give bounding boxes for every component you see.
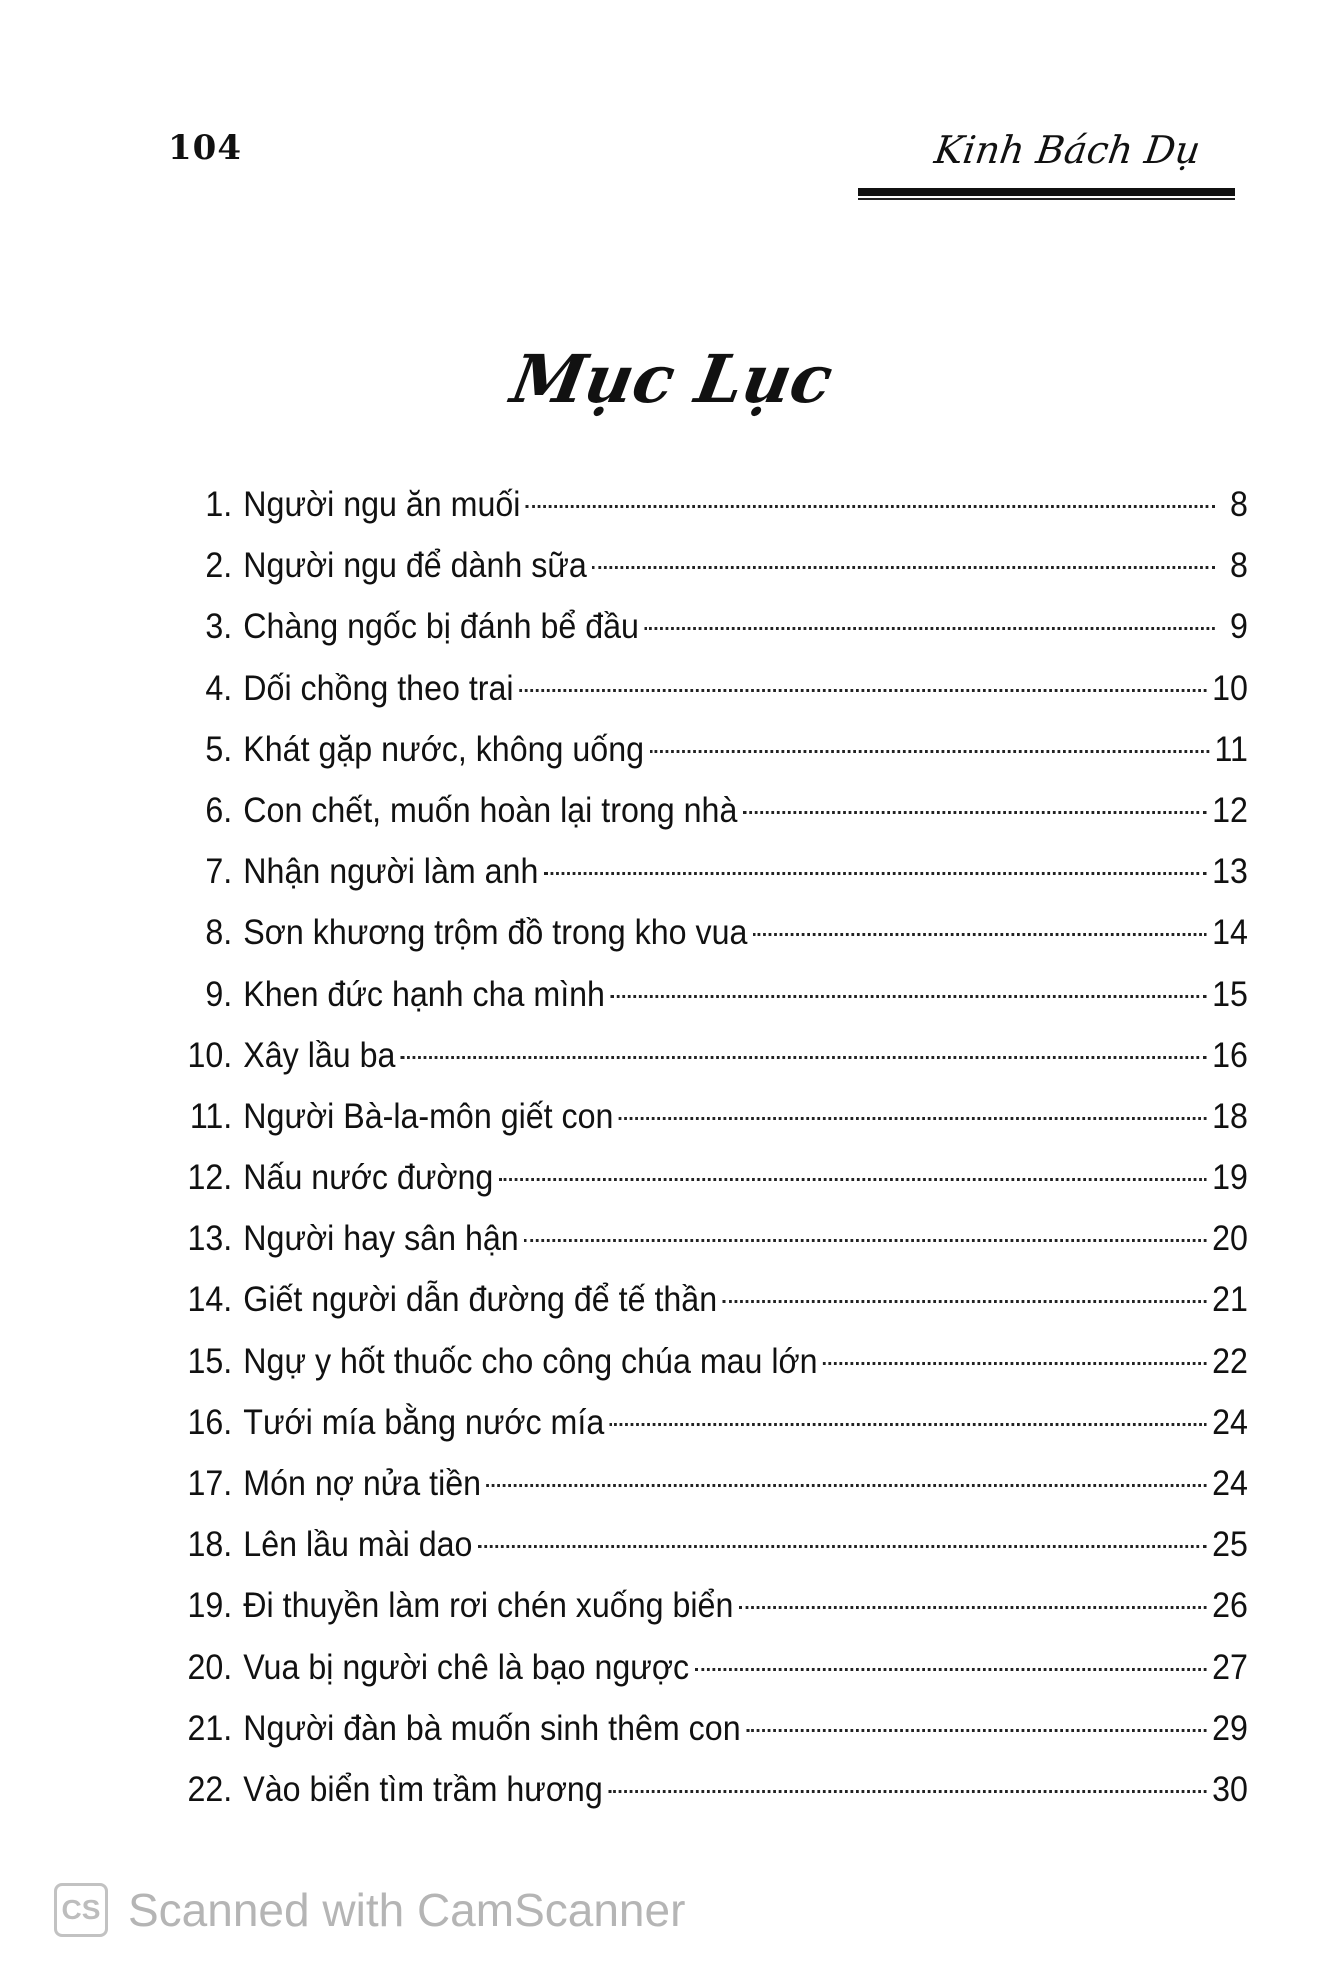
toc-leader-dots <box>608 1790 1206 1793</box>
toc-entry-title: Vua bị người chê là bạo ngược <box>243 1647 690 1687</box>
toc-entry-page: 19 <box>1212 1158 1248 1198</box>
toc-leader-dots <box>401 1056 1207 1059</box>
toc-entry-page: 9 <box>1230 607 1248 647</box>
toc-entry-title: Giết người dẫn đường để tế thần <box>243 1280 718 1320</box>
toc-entry-title: Khát gặp nước, không uống <box>243 729 645 769</box>
toc-entry-title: Người đàn bà muốn sinh thêm con <box>243 1708 741 1748</box>
toc-entry-number: 14. <box>187 1280 233 1320</box>
toc-entry-number: 9. <box>205 974 233 1014</box>
toc-entry-page: 27 <box>1212 1647 1248 1687</box>
toc-entry <box>166 546 1248 607</box>
header-rule <box>858 188 1235 196</box>
toc-entry-title: Người Bà-la-môn giết con <box>243 1096 614 1136</box>
toc-leader-dots <box>478 1545 1207 1548</box>
toc-entry <box>166 1280 1248 1341</box>
toc-leader-dots <box>619 1117 1207 1120</box>
page-number: 104 <box>168 128 242 168</box>
toc-entry-number: 3. <box>205 607 233 647</box>
toc-entry-number: 19. <box>187 1586 233 1626</box>
toc-entry-page: 21 <box>1212 1280 1248 1320</box>
toc-entry-page: 16 <box>1212 1035 1248 1075</box>
toc-entry <box>166 607 1248 668</box>
toc-leader-dots <box>524 1239 1206 1242</box>
toc-entry <box>166 1158 1248 1219</box>
toc-entry-title: Người ngu ăn muối <box>243 485 521 524</box>
toc-entry <box>166 852 1248 913</box>
toc-entry <box>166 1036 1248 1097</box>
page-title: Mục Lục <box>505 340 839 418</box>
toc-entry-page: 18 <box>1212 1096 1248 1136</box>
toc-entry-title: Người hay sân hận <box>243 1219 519 1259</box>
toc-leader-dots <box>723 1300 1207 1303</box>
toc-leader-dots <box>499 1178 1207 1181</box>
toc-entry-page: 13 <box>1212 852 1248 892</box>
toc-entry-title: Vào biển tìm trầm hương <box>243 1769 603 1809</box>
toc-entry-number: 13. <box>187 1219 233 1259</box>
toc-entry-title: Người ngu để dành sữa <box>243 546 587 586</box>
toc-entry-title: Con chết, muốn hoàn lại trong nhà <box>243 790 738 830</box>
toc-entry-number: 6. <box>205 790 233 830</box>
toc-leader-dots <box>746 1729 1206 1732</box>
toc-entry-page: 11 <box>1214 729 1248 769</box>
toc-leader-dots <box>592 566 1214 569</box>
toc-leader-dots <box>650 750 1209 753</box>
toc-leader-dots <box>644 627 1214 630</box>
toc-entry-page: 20 <box>1212 1219 1248 1259</box>
header-rule-thin <box>858 198 1235 200</box>
toc-entry-number: 17. <box>187 1464 233 1503</box>
toc-leader-dots <box>544 872 1207 875</box>
toc-entry <box>166 1525 1248 1586</box>
toc-leader-dots <box>610 995 1206 998</box>
toc-entry-number: 4. <box>205 668 233 708</box>
toc-entry-number: 18. <box>187 1525 233 1565</box>
toc-entry-page: 26 <box>1212 1586 1248 1626</box>
toc-entry-page: 8 <box>1230 546 1248 586</box>
toc-entry-title: Khen đức hạnh cha mình <box>243 974 605 1014</box>
toc-entry-number: 15. <box>187 1341 233 1381</box>
toc-entry-title: Nấu nước đường <box>243 1158 494 1198</box>
toc-entry-number: 2. <box>205 546 233 586</box>
toc-entry <box>166 1648 1248 1709</box>
toc-entry-title: Tưới mía bằng nước mía <box>243 1402 605 1442</box>
toc-entry <box>166 1097 1248 1158</box>
toc-entry <box>166 1219 1248 1280</box>
toc-leader-dots <box>487 1484 1207 1487</box>
toc-entry-number: 20. <box>187 1647 233 1687</box>
toc-leader-dots <box>610 1423 1207 1426</box>
toc-entry-page: 15 <box>1212 974 1248 1014</box>
toc-entry-page: 25 <box>1212 1525 1248 1565</box>
toc-list <box>166 485 1248 1831</box>
toc-entry-number: 11. <box>189 1096 233 1136</box>
toc-entry-number: 7. <box>205 852 233 892</box>
toc-entry <box>166 975 1248 1036</box>
toc-entry-number: 21. <box>187 1708 233 1748</box>
toc-leader-dots <box>519 689 1206 692</box>
toc-entry <box>166 1464 1248 1525</box>
toc-leader-dots <box>823 1362 1206 1365</box>
toc-leader-dots <box>753 933 1207 936</box>
camscanner-logo-icon: CS <box>54 1883 108 1937</box>
toc-entry-title: Dối chồng theo trai <box>243 668 514 708</box>
toc-entry <box>166 485 1248 546</box>
camscanner-watermark <box>54 1880 685 1940</box>
toc-entry-title: Đi thuyền làm rơi chén xuống biển <box>243 1586 734 1626</box>
toc-entry-page: 8 <box>1230 485 1248 524</box>
toc-entry-title: Xây lầu ba <box>243 1035 396 1075</box>
toc-entry-title: Chàng ngốc bị đánh bể đầu <box>243 607 639 647</box>
toc-entry <box>166 913 1248 974</box>
toc-entry-number: 1. <box>205 485 233 524</box>
toc-entry <box>166 1342 1248 1403</box>
toc-entry-page: 12 <box>1212 790 1248 830</box>
toc-entry-number: 8. <box>205 913 233 953</box>
toc-entry-number: 16. <box>187 1402 233 1442</box>
toc-entry-page: 24 <box>1212 1464 1248 1503</box>
toc-entry <box>166 730 1248 791</box>
toc-leader-dots <box>526 505 1215 508</box>
toc-entry-number: 5. <box>205 729 233 769</box>
toc-entry <box>166 1770 1248 1831</box>
toc-leader-dots <box>743 811 1207 814</box>
toc-entry-title: Món nợ nửa tiền <box>243 1464 482 1503</box>
toc-entry <box>166 791 1248 852</box>
toc-entry-page: 24 <box>1212 1402 1248 1442</box>
toc-entry-number: 10. <box>187 1035 233 1075</box>
toc-entry <box>166 1586 1248 1647</box>
toc-entry <box>166 1403 1248 1464</box>
toc-entry-title: Lên lầu mài dao <box>243 1525 473 1565</box>
toc-entry-page: 10 <box>1212 668 1248 708</box>
toc-entry-title: Sơn khương trộm đồ trong kho vua <box>243 913 748 953</box>
toc-entry-page: 14 <box>1212 913 1248 953</box>
toc-entry-title: Nhận người làm anh <box>243 852 539 892</box>
toc-entry-number: 12. <box>187 1158 233 1198</box>
toc-entry-page: 22 <box>1212 1341 1248 1381</box>
running-head: Kinh Bách Dụ <box>931 128 1204 172</box>
toc-leader-dots <box>695 1668 1207 1671</box>
toc-entry-number: 22. <box>187 1769 233 1809</box>
toc-leader-dots <box>739 1606 1207 1609</box>
toc-entry-page: 29 <box>1212 1708 1248 1748</box>
toc-entry-page: 30 <box>1212 1769 1248 1809</box>
toc-entry <box>166 1709 1248 1770</box>
toc-entry-title: Ngự y hốt thuốc cho công chúa mau lớn <box>243 1341 818 1381</box>
watermark-text: Scanned with CamScanner <box>128 1884 686 1936</box>
toc-entry <box>166 669 1248 730</box>
